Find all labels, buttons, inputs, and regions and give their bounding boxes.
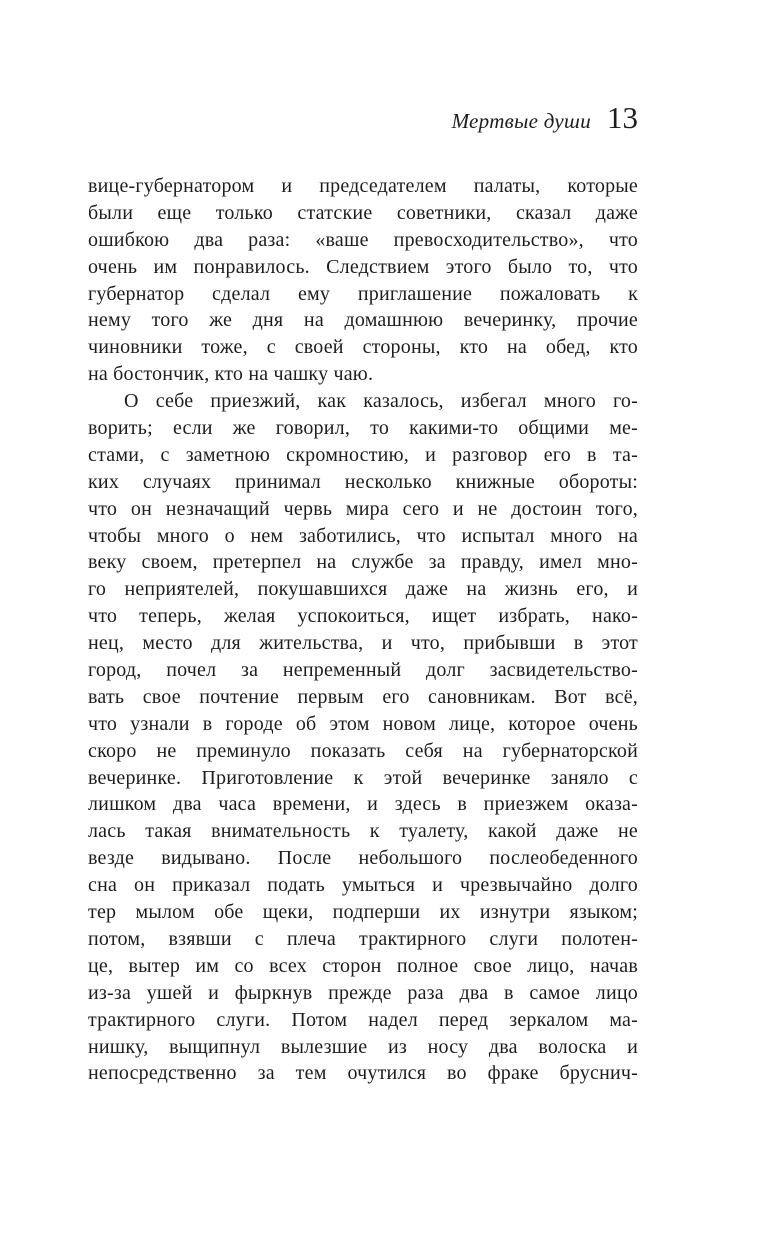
text-line: город, почел за непременный долг засвидетельство- bbox=[88, 659, 638, 682]
text-line: что теперь, желая успокоиться, ищет избрать, нако- bbox=[88, 605, 638, 628]
text-line: были еще только статские советники, сказал даже bbox=[88, 201, 638, 224]
text-line: везде видывано. После небольшого послеобеденного bbox=[88, 847, 638, 870]
text-line: веку своем, претерпел на службе за правду, имел мно- bbox=[88, 551, 638, 574]
text-line: стами, с заметною скромностию, и разговор его в та- bbox=[88, 443, 638, 466]
text-line: на бостончик, кто на чашку чаю. bbox=[88, 363, 374, 386]
text-line: скоро не преминуло показать себя на губернаторской bbox=[88, 739, 638, 762]
text-line: из-за ушей и фыркнув прежде раза два в самое лицо bbox=[88, 981, 638, 1004]
text-line: губернатор сделал ему приглашение пожаловать к bbox=[88, 282, 638, 305]
page-body bbox=[88, 173, 638, 1087]
text-line: лась такая внимательность к туалету, какой даже не bbox=[88, 820, 638, 843]
paragraph bbox=[88, 388, 638, 1087]
text-line: ких случаях принимал несколько книжные обороты: bbox=[88, 470, 638, 493]
text-line: ворить; если же говорил, то какими-то общими ме- bbox=[88, 417, 638, 440]
text-line: О себе приезжий, как казалось, избегал много го- bbox=[124, 390, 638, 413]
text-line: трактирного слуги. Потом надел перед зеркалом ма- bbox=[88, 1008, 638, 1031]
text-line: вать свое почтение первым его сановникам. Вот всё, bbox=[88, 685, 638, 708]
text-line: чиновники тоже, с своей стороны, кто на обед, кто bbox=[88, 336, 638, 359]
text-line: ошибкою два раза: «ваше превосходительство», что bbox=[88, 228, 638, 251]
text-line: очень им понравилось. Следствием этого было то, что bbox=[88, 255, 638, 278]
text-line: це, вытер им со всех сторон полное свое лицо, начав bbox=[88, 954, 638, 977]
text-line: что узнали в городе об этом новом лице, которое очень bbox=[88, 712, 638, 735]
text-line: сна он приказал подать умыться и чрезвычайно долго bbox=[88, 874, 638, 897]
text-line: чтобы много о нем заботились, что испытал много на bbox=[88, 524, 638, 547]
text-line: вице-губернатором и председателем палаты, которые bbox=[88, 175, 638, 197]
text-line: что он незначащий червь мира сего и не достоин того, bbox=[88, 497, 638, 520]
running-header bbox=[88, 100, 638, 136]
text-line: потом, взявши с плеча трактирного слуги полотен- bbox=[88, 927, 638, 950]
text-line: го неприятелей, покушавшихся даже на жизнь его, и bbox=[88, 578, 638, 601]
text-line: тер мылом обе щеки, подперши их изнутри языком; bbox=[88, 901, 638, 924]
text-line: лишком два часа времени, и здесь в приезжем оказа- bbox=[88, 793, 638, 816]
text-line: нишку, выщипнул вылезшие из носу два волоска и bbox=[88, 1035, 638, 1058]
text-line: нему того же дня на домашнюю вечеринку, прочие bbox=[88, 309, 638, 332]
paragraph bbox=[88, 173, 638, 388]
text-line: вечеринке. Приготовление к этой вечеринке заняло с bbox=[88, 766, 638, 789]
page-number: 13 bbox=[607, 100, 638, 135]
text-line: непосредственно за тем очутился во фраке бруснич- bbox=[88, 1062, 638, 1085]
book-title: Мертвые души bbox=[451, 109, 591, 133]
text-line: нец, место для жительства, и что, прибывши в этот bbox=[88, 632, 638, 655]
